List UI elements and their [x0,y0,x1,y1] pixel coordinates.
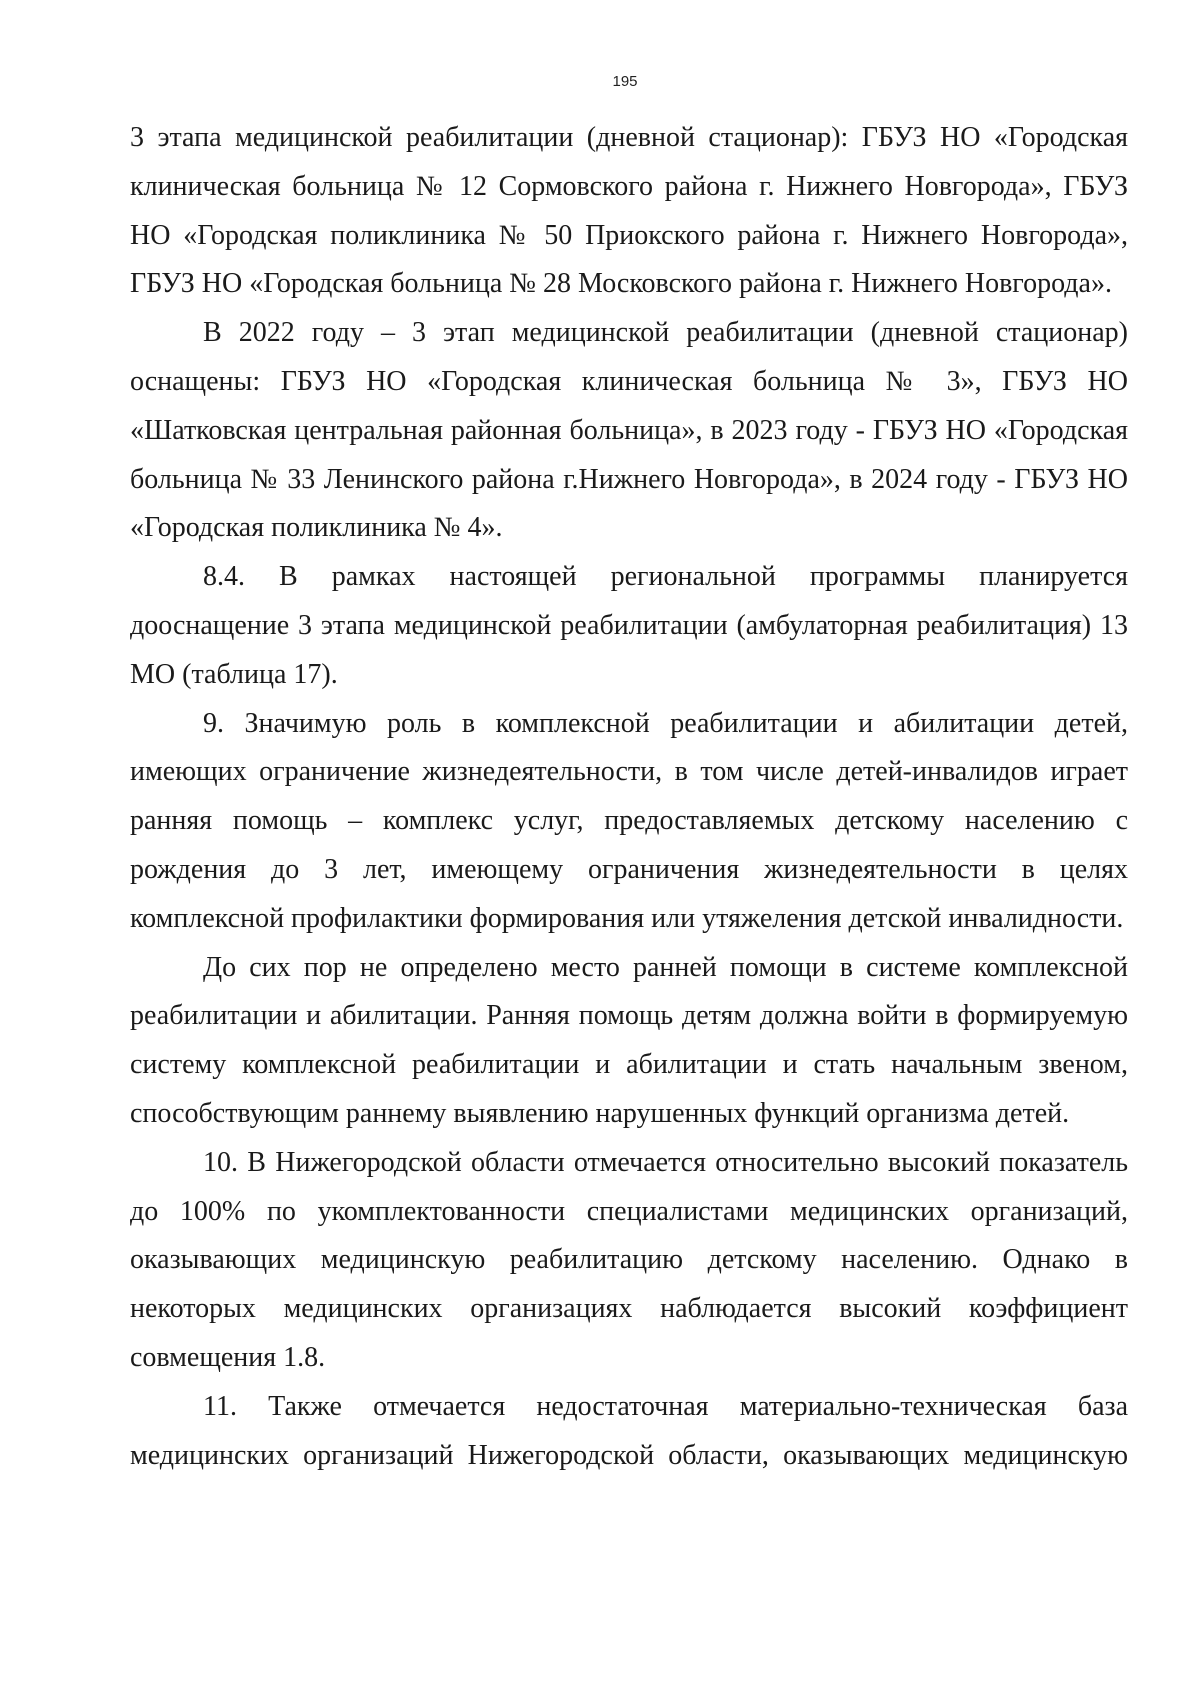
document-body [130,114,1128,1480]
paragraph-2022-equipment: В 2022 году – 3 этап медицинской реабилитации (дневной стационар) оснащены: ГБУЗ НО «Городская клиническая больница № 3», ГБУЗ НО «Шатковская центральная районная больница», в 2023 году - ГБУЗ НО «Городская больница № 33 Ленинского района г.Нижнего Новгорода», в 2024 году - ГБУЗ НО «Городская поликлиника № 4». [130,317,1128,544]
paragraph-9: 9. Значимую роль в комплексной реабилитации и абилитации детей, имеющих ограничение жизнедеятельности, в том числе детей-инвалидов играет ранняя помощь – комплекс услуг, предоставляемых детскому населению с рождения до 3 лет, имеющему ограничения жизнедеятельности в целях комплексной профилактики формирования или утяжеления детской инвалидности. [130,707,1128,934]
paragraph-11: 11. Также отмечается недостаточная материально-техническая база медицинских организаций Нижегородской области, оказывающих медицинскую [130,1390,1128,1471]
paragraph-early-help: До сих пор не определено место ранней помощи в системе комплексной реабилитации и абилитации. Ранняя помощь детям должна войти в формируемую систему комплексной реабилитации и абилитации и стать начальным звеном, способствующим раннему выявлению нарушенных функций организма детей. [130,951,1128,1129]
paragraph-10: 10. В Нижегородской области отмечается относительно высокий показатель до 100% по укомплектованности специалистами медицинских организаций, оказывающих медицинскую реабилитацию детскому населению. Однако в некоторых медицинских организациях наблюдается высокий коэффициент совмещения 1.8. [130,1146,1128,1373]
paragraph-8-4: 8.4. В рамках настоящей региональной программы планируется дооснащение 3 этапа медицинской реабилитации (амбулаторная реабилитация) 13 МО (таблица 17). [130,561,1128,690]
paragraph-rehab-stage3-facilities: 3 этапа медицинской реабилитации (дневной стационар): ГБУЗ НО «Городская клиническая больница № 12 Сормовского района г. Нижнего Новгорода», ГБУЗ НО «Городская поликлиника № 50 Приокского района г. Нижнего Новгорода», ГБУЗ НО «Городская больница № 28 Московского района г. Нижнего Новгорода». [130,122,1128,300]
page-number: 195 [612,73,638,90]
